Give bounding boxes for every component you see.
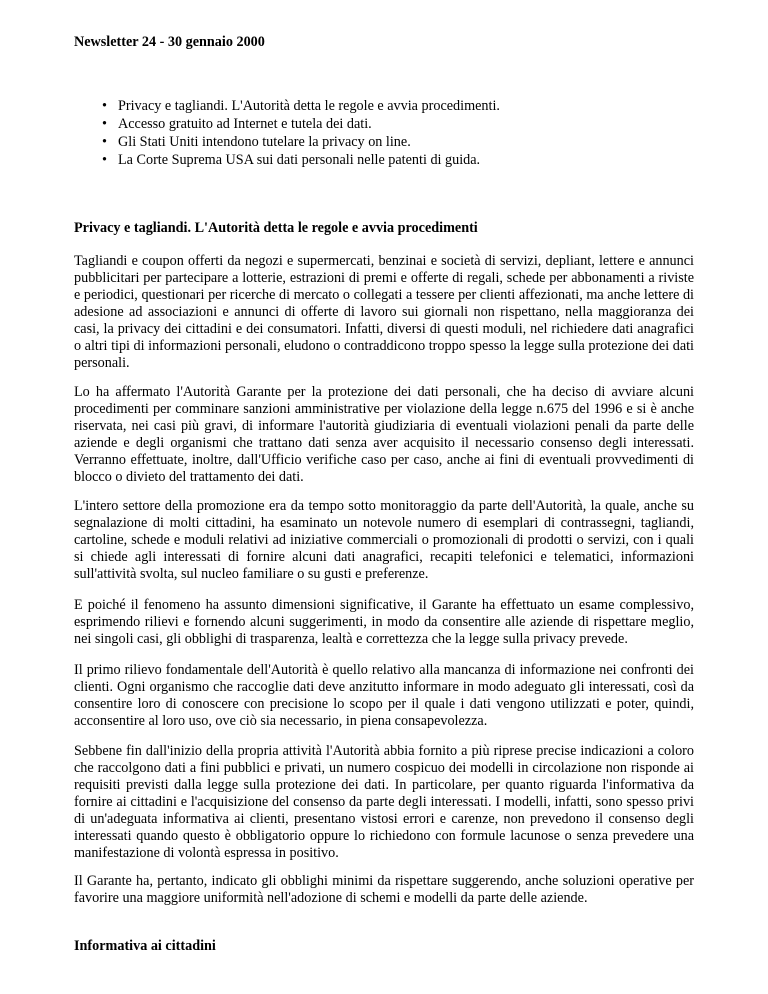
article-paragraph: Il primo rilievo fondamentale dell'Autorità è quello relativo alla mancanza di informazione nei confronti dei clienti. Ogni organismo che raccoglie dati deve anzitutto informare in modo adeguato gli interessati, così da consentire loro di conoscere con precisione lo scopo per il quale i dati vengono utilizzati e poter, quindi, acconsentire al loro uso, ove ciò sia necessario, in piena consapevolezza. (74, 662, 694, 729)
toc-item[interactable] (74, 98, 500, 116)
toc-item[interactable] (74, 134, 500, 152)
article-paragraph: E poiché il fenomeno ha assunto dimensioni significative, il Garante ha effettuato un esame complessivo, esprimendo rilievi e fornendo alcuni suggerimenti, in modo da consentire alle aziende di rispettare meglio, nei singoli casi, gli obblighi di trasparenza, lealtà e correttezza che la legge sulla privacy prevede. (74, 597, 694, 647)
article-paragraph: L'intero settore della promozione era da tempo sotto monitoraggio da parte dell'Autorità, la quale, anche su segnalazione di molti cittadini, ha esaminato un notevole numero di esemplari di contrassegni, tagliandi, cartoline, schede e moduli relativi ad iniziative commerciali o promozionali di prodotti o servizi, con i quali si chiede agli interessati di fornire alcuni dati anagrafici, recapiti telefonici e telematici, informazioni sull'attività svolta, sul nucleo familiare o su gusti e preferenze. (74, 498, 694, 582)
toc-item-label[interactable]: Privacy e tagliandi. L'Autorità detta le regole e avvia procedimenti. (118, 98, 500, 114)
bullet-icon: • (102, 152, 107, 168)
toc-item-label[interactable]: La Corte Suprema USA sui dati personali nelle patenti di guida. (118, 152, 481, 168)
toc-item[interactable] (74, 116, 500, 134)
toc-item-label[interactable]: Accesso gratuito ad Internet e tutela dei dati. (118, 116, 372, 132)
newsletter-header: Newsletter 24 - 30 gennaio 2000 (74, 34, 265, 50)
section-title: Informativa ai cittadini (74, 938, 216, 954)
bullet-icon: • (102, 98, 107, 114)
article-paragraph: Il Garante ha, pertanto, indicato gli obblighi minimi da rispettare suggerendo, anche soluzioni operative per favorire una maggiore uniformità nell'adozione di schemi e modelli da parte delle aziende. (74, 873, 694, 906)
toc-item[interactable] (74, 152, 500, 170)
article-title: Privacy e tagliandi. L'Autorità detta le regole e avvia procedimenti (74, 220, 478, 236)
article-paragraph: Lo ha affermato l'Autorità Garante per la protezione dei dati personali, che ha deciso di avviare alcuni procedimenti per comminare sanzioni amministrative per violazione della legge n.675 del 1996 e si è anche riservata, nei casi più gravi, di informare l'autorità giudiziaria di eventuali violazioni penali da parte delle aziende e degli organismi che trattano dati senza aver acquisito il necessario consenso degli interessati. Verranno effettuate, inoltre, dall'Ufficio verifiche caso per caso, anche ai fini di eventuali provvedimenti di blocco o divieto del trattamento dei dati. (74, 384, 694, 485)
table-of-contents (74, 98, 500, 170)
article-paragraph: Tagliandi e coupon offerti da negozi e supermercati, benzinai e società di servizi, depliant, lettere e annunci pubblicitari per partecipare a lotterie, estrazioni di premi e offerte di regali, schede per abbonamenti a riviste e periodici, questionari per ricerche di mercato o collegati a tessere per clienti affezionati, ma anche lettere di adesione ad associazioni e annunci di offerte di lavoro sui giornali non rispettano, nella maggioranza dei casi, la privacy dei cittadini e dei consumatori. Infatti, diversi di questi moduli, nel richiedere dati anagrafici o altri tipi di informazioni personali, eludono o contraddicono troppo spesso la legge sulla protezione dei dati personali. (74, 253, 694, 371)
article-paragraph: Sebbene fin dall'inizio della propria attività l'Autorità abbia fornito a più riprese precise indicazioni a coloro che raccolgono dati a fini pubblici e privati, un numero cospicuo dei modelli in circolazione non risponde ai requisiti previsti dalla legge sulla protezione dei dati. In particolare, per quanto riguarda l'informativa da fornire ai cittadini e l'acquisizione del consenso da parte degli interessati. I modelli, infatti, sono spesso privi di un'adeguata informativa ai clienti, presentano vistosi errori e carenze, non prevedono il consenso degli interessati quando questo è obbligatorio oppure lo richiedono con formule lacunose o senza prevedere una manifestazione di volontà espressa in positivo. (74, 743, 694, 861)
bullet-icon: • (102, 116, 107, 132)
toc-item-label[interactable]: Gli Stati Uniti intendono tutelare la privacy on line. (118, 134, 411, 150)
bullet-icon: • (102, 134, 107, 150)
